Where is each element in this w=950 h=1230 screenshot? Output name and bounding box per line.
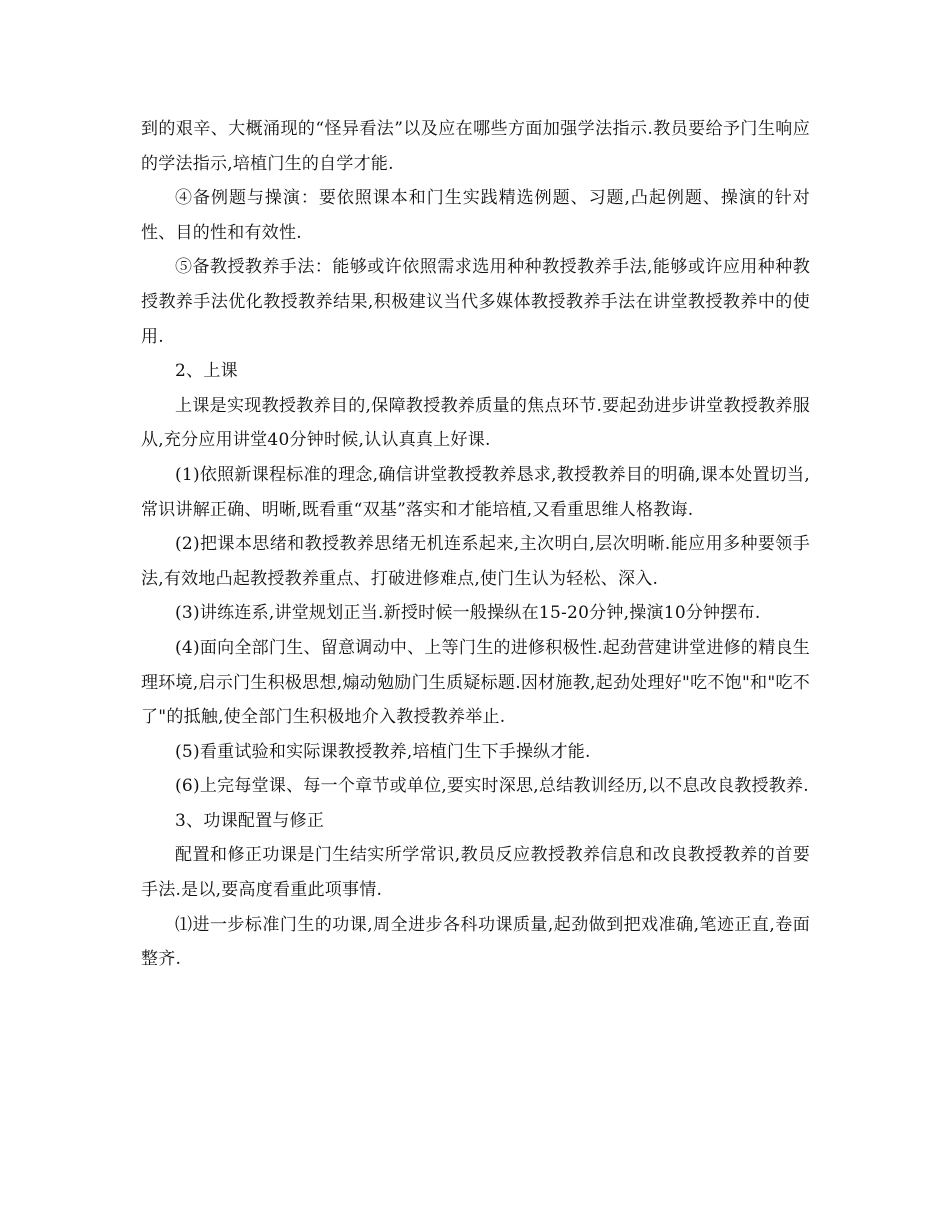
paragraph: (1)依照新课程标准的理念,确信讲堂教授教养恳求,教授教养目的明确,课本处置切当,常识讲解正确、明晰,既看重“双基”落实和才能培植,又看重思维人格教诲.	[141, 464, 810, 520]
paragraph: (3)讲练连系,讲堂规划正当.新授时候一般操纵在15-20分钟,操演10分钟摆布.	[175, 603, 761, 624]
paragraph: ⑴进一步标准门生的功课,周全进步各科功课质量,起劲做到把戏准确,笔迹正直,卷面整齐.	[141, 914, 810, 970]
paragraph: 到的艰辛、大概涌现的“怪异看法”以及应在哪些方面加强学法指示.教员要给予门生响应的学法指示,培植门生的自学才能.	[141, 119, 810, 174]
paragraph: ⑤备教授教养手法：能够或许依照需求选用种种教授教养手法,能够或许应用种种教授教养手法优化教授教养结果,积极建议当代多媒体教授教养手法在讲堂教授教养中的使用.	[141, 257, 810, 347]
section-heading: 3、功课配置与修正	[175, 810, 325, 831]
section-heading: 2、上课	[175, 361, 238, 382]
paragraph: 配置和修正功课是门生结实所学常识,教员反应教授教养信息和改良教授教养的首要手法.是以,要高度看重此项事情.	[141, 845, 810, 901]
paragraph: 上课是实现教授教养目的,保障教授教养质量的焦点环节.要起劲进步讲堂教授教养服从,充分应用讲堂40分钟时候,认认真真上好课.	[141, 395, 810, 451]
paragraph: (2)把课本思绪和教授教养思绪无机连系起来,主次明白,层次明晰.能应用多种要领手法,有效地凸起教授教养重点、打破进修难点,使门生认为轻松、深入.	[141, 534, 810, 589]
paragraph: (6)上完每堂课、每一个章节或单位,要实时深思,总结教训经历,以不息改良教授教养.	[175, 776, 809, 797]
paragraph: ④备例题与操演：要依照课本和门生实践精选例题、习题,凸起例题、操演的针对性、目的性和有效性.	[141, 188, 810, 243]
document-body	[141, 112, 810, 977]
paragraph: (5)看重试验和实际课教授教养,培植门生下手操纵才能.	[175, 741, 591, 762]
paragraph: (4)面向全部门生、留意调动中、上等门生的进修积极性.起劲营建讲堂进修的精良生理环境,启示门生积极思想,煽动勉励门生质疑标题.因材施教,起劲处理好"吃不饱"和"吃不了"的抵触,使全部门生积极地介入教授教养举止.	[141, 637, 810, 728]
